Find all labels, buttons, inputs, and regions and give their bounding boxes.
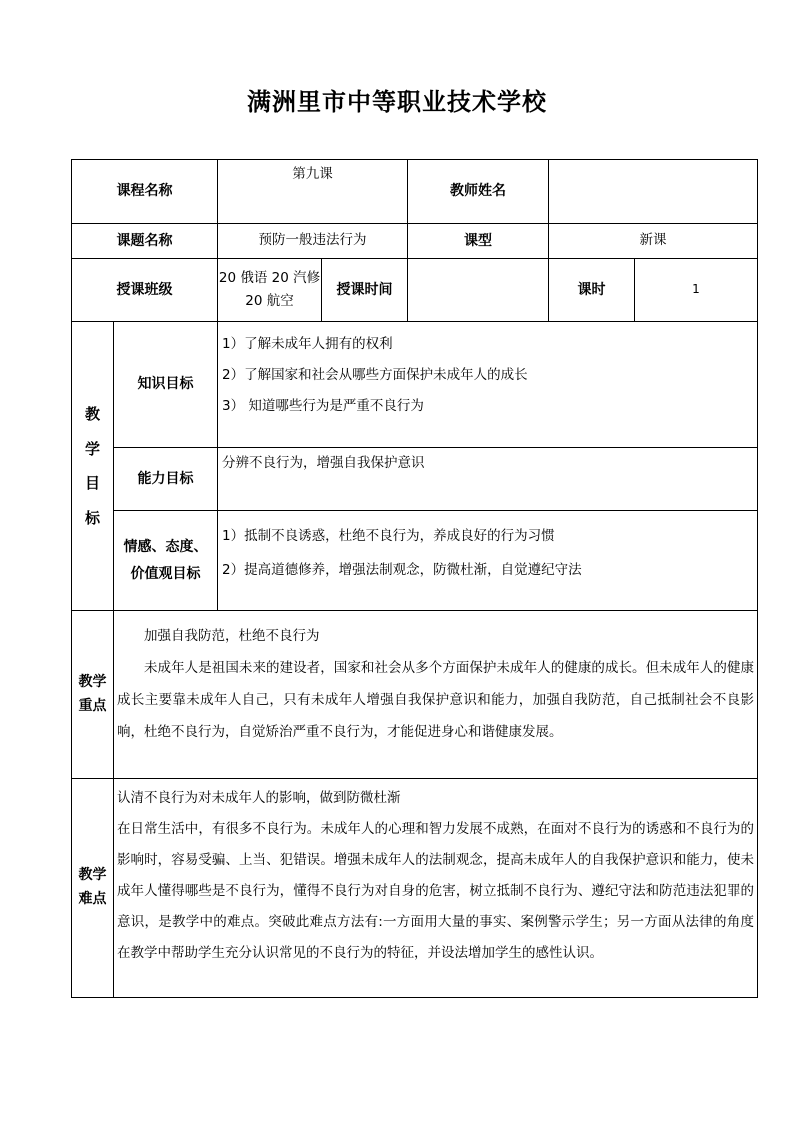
teaching-difficulty-label <box>72 779 113 997</box>
knowledge-item-3: 3） 知道哪些行为是严重不良行为 <box>222 398 424 414</box>
focus-label-line1: 教学 <box>78 673 107 690</box>
teaching-difficulty-content <box>117 783 754 969</box>
course-name-value: 第九课 <box>292 166 333 182</box>
teaching-focus-content <box>117 620 754 748</box>
focus-label-line2: 重点 <box>78 697 107 714</box>
class-value-line1: 20 俄语 20 汽修 <box>218 270 321 287</box>
goals-char-1: 教 <box>84 405 100 423</box>
class-value <box>218 259 321 321</box>
class-label: 授课班级 <box>116 281 173 298</box>
teaching-focus-label <box>72 611 113 778</box>
knowledge-goal-label: 知识目标 <box>137 376 194 393</box>
topic-name-value: 预防一般违法行为 <box>258 232 367 249</box>
teaching-time-value <box>408 259 548 321</box>
ability-goal-label: 能力目标 <box>137 470 194 487</box>
teaching-goals-label <box>72 322 113 610</box>
difficulty-line1: 认清不良行为对未成年人的影响，做到防微杜渐 <box>117 790 401 806</box>
emotion-item-2: 2）提高道德修养，增强法制观念，防微杜渐，自觉遵纪守法 <box>222 562 582 578</box>
knowledge-item-2: 2）了解国家和社会从哪些方面保护未成年人的成长 <box>222 367 528 383</box>
course-name-label: 课程名称 <box>116 183 173 200</box>
emotion-item-1: 1）抵制不良诱惑，杜绝不良行为，养成良好的行为习惯 <box>222 528 555 544</box>
lesson-type-label: 课型 <box>464 232 492 249</box>
difficulty-body: 在日常生活中，有很多不良行为。未成年人的心理和智力发展不成熟，在面对不良行为的诱惑和不良行为的影响时，容易受骗、上当、犯错误。增强未成年人的法制观念，提高未成年人的自我保护意识和能力，使未成年人懂得哪些是不良行为，懂得不良行为对自身的危害，树立抵制不良行为、遵纪守法和防范违法犯罪的意识，是教学中的难点。突破此难点方法有:一方面用大量的事实、案例警示学生；另一方面从法律的角度在教学中帮助学生充分认识常见的不良行为的特征，并设法增加学生的感性认识。 <box>117 821 754 961</box>
teaching-time-label: 授课时间 <box>336 281 393 298</box>
lesson-type-value: 新课 <box>639 232 667 249</box>
goals-char-4: 标 <box>84 508 100 527</box>
class-hours-label: 课时 <box>577 281 606 298</box>
focus-body: 未成年人是祖国未来的建设者，国家和社会从多个方面保护未成年人的健康的成长。但未成年人的健康成长主要靠未成年人自己，只有未成年人增强自我保护意识和能力，加强自我防范，自己抵制社会不良影响，杜绝不良行为，自觉矫治严重不良行为，才能促进身心和谐健康发展。 <box>117 660 754 740</box>
class-hours-value: 1 <box>692 282 700 297</box>
ability-goal-text: 分辨不良行为，增强自我保护意识 <box>222 455 425 471</box>
focus-line1: 加强自我防范，杜绝不良行为 <box>144 628 320 644</box>
knowledge-item-1: 1）了解未成年人拥有的权利 <box>222 336 393 352</box>
class-value-line2: 20 航空 <box>245 293 294 309</box>
teacher-name-label: 教师姓名 <box>450 183 506 200</box>
knowledge-goal-list <box>222 329 752 422</box>
difficulty-label-line1: 教学 <box>78 867 107 884</box>
emotion-goal-list <box>222 519 752 587</box>
emotion-goal-label <box>114 511 217 610</box>
emotion-label-line1: 情感、态度、 <box>123 538 208 555</box>
difficulty-label-line2: 难点 <box>78 891 107 907</box>
page-title: 满洲里市中等职业技术学校 <box>247 88 547 116</box>
goals-char-2: 学 <box>84 439 100 458</box>
emotion-label-line2: 价值观目标 <box>130 565 201 582</box>
topic-name-label: 课题名称 <box>116 232 173 249</box>
teacher-name-value <box>549 160 757 223</box>
goals-char-3: 目 <box>84 474 100 492</box>
